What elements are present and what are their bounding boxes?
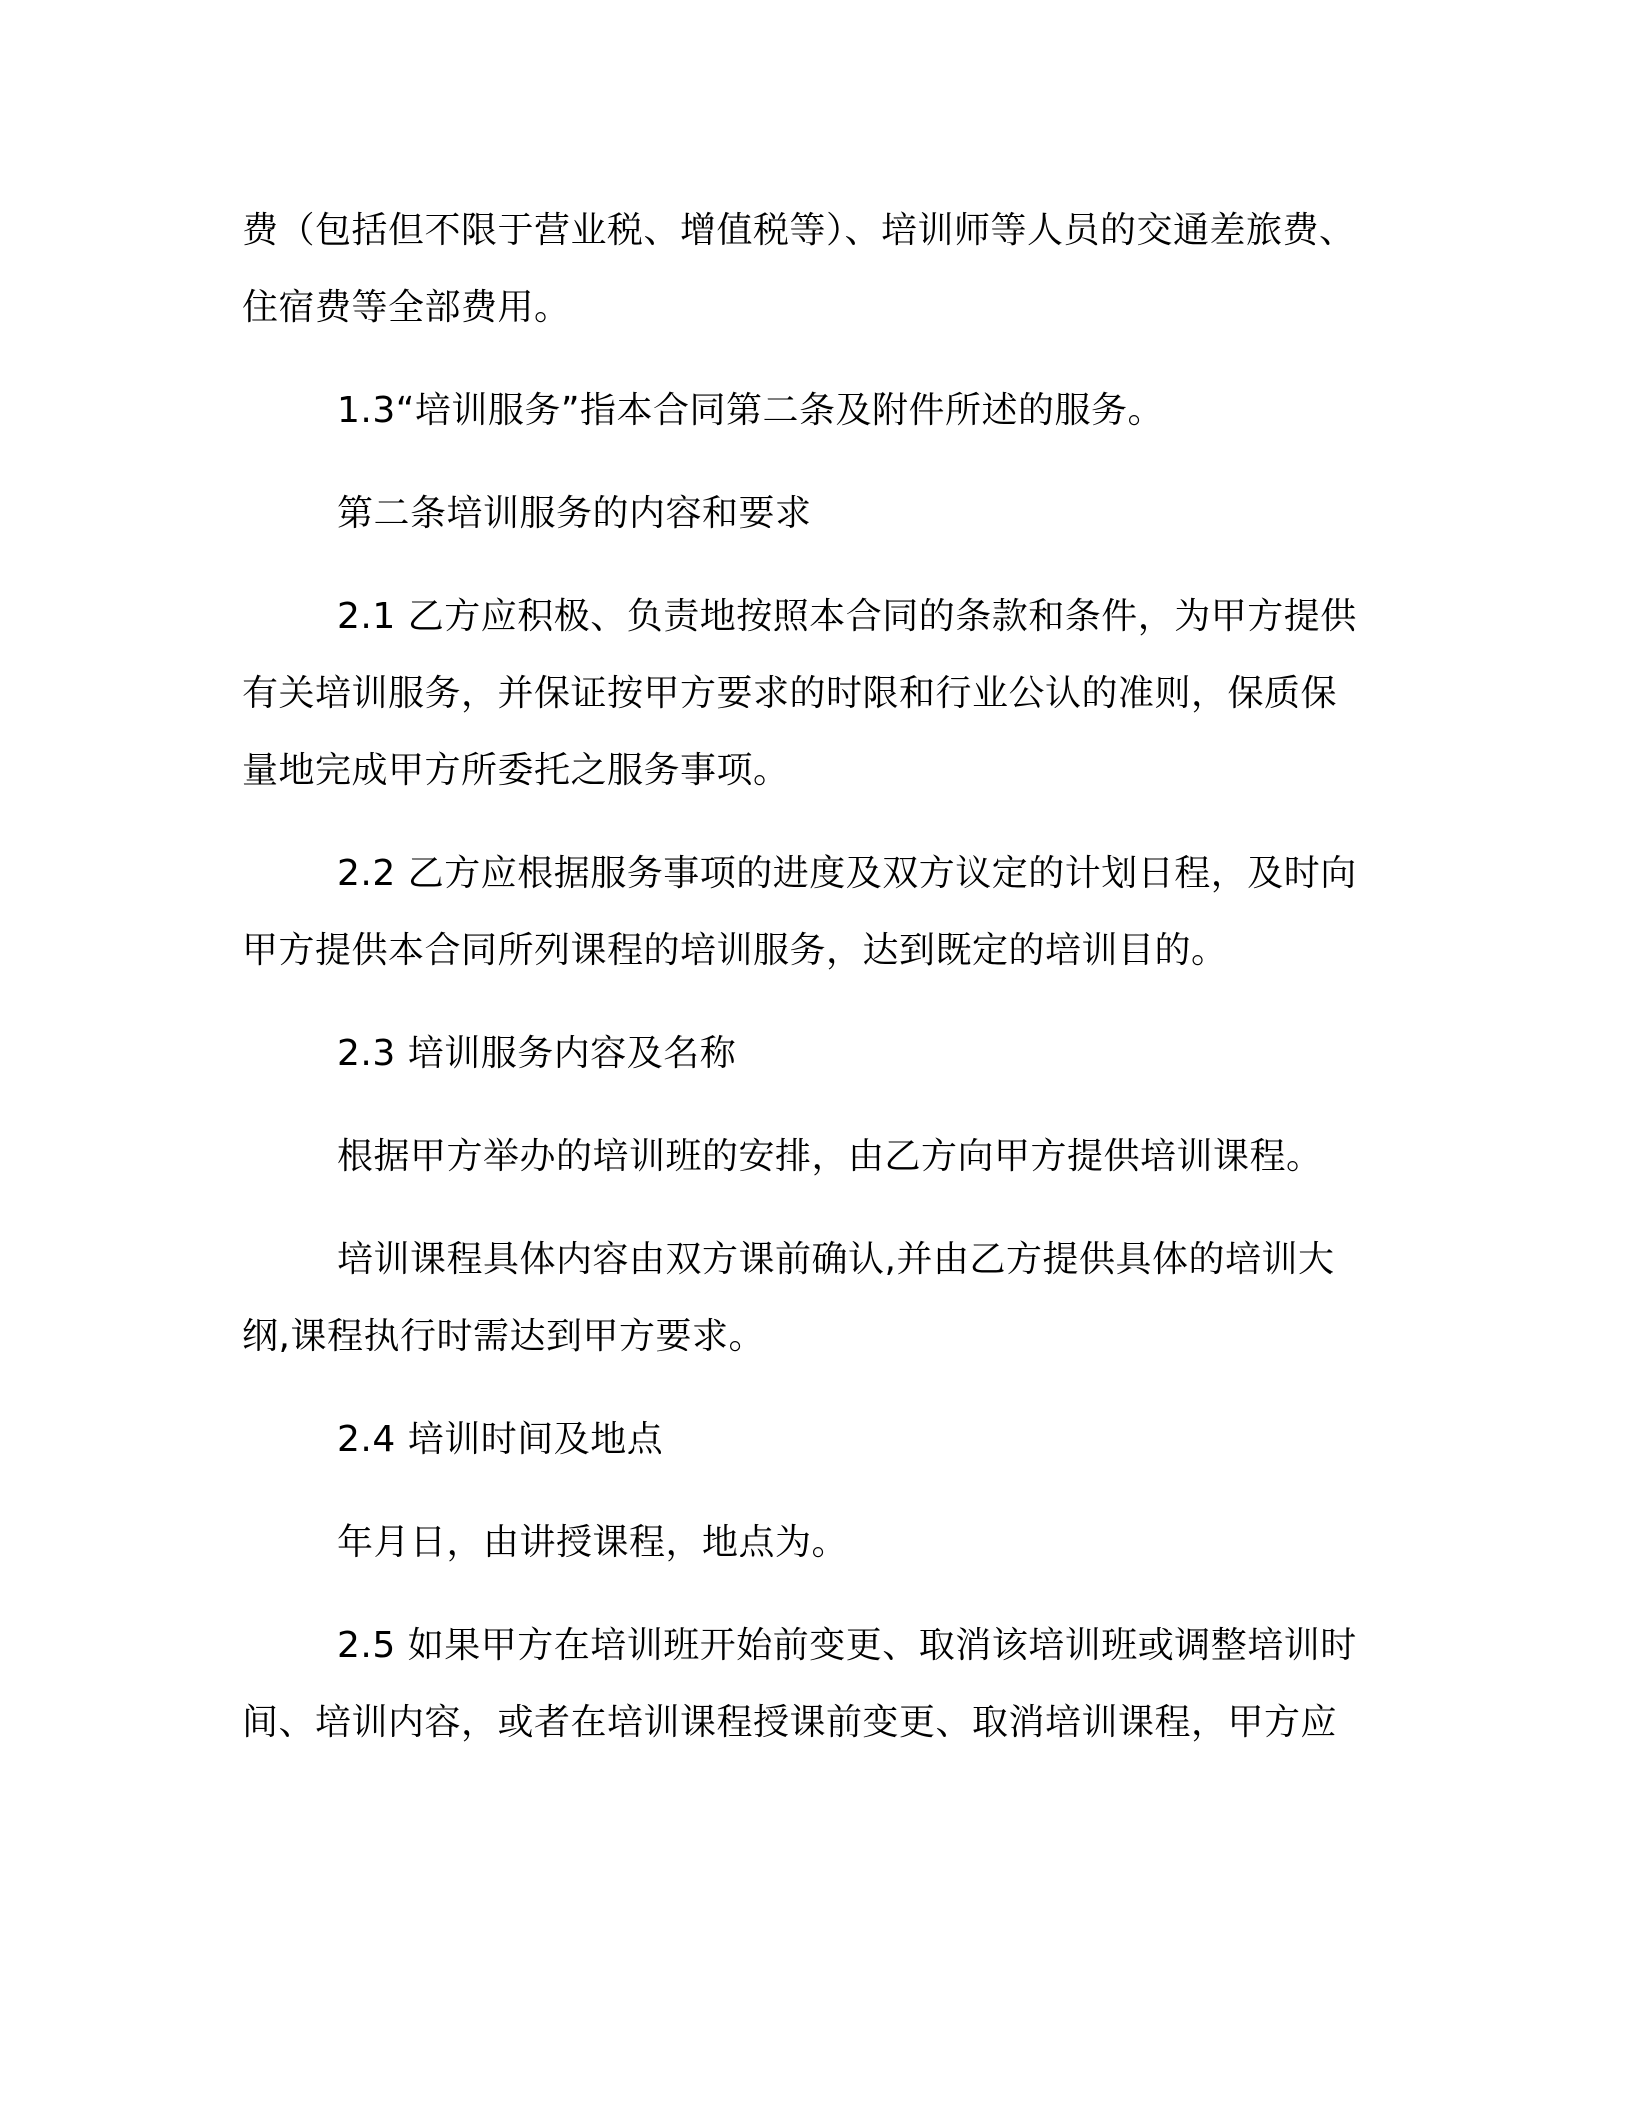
paragraph-clause-2-3: [242, 1015, 1392, 1092]
paragraph-course-arrangement: [242, 1118, 1392, 1195]
text-line: 2.1 乙方应积极、负责地按照本合同的条款和条件，为甲方提供: [337, 596, 1357, 637]
text-line: 2.4 培训时间及地点: [337, 1419, 664, 1460]
text-line: 根据甲方举办的培训班的安排，由乙方向甲方提供培训课程。: [337, 1136, 1323, 1177]
paragraph-gap: [242, 1092, 1392, 1118]
paragraph-gap: [242, 1375, 1392, 1401]
paragraph-gap: [242, 449, 1392, 475]
paragraph-gap: [242, 1195, 1392, 1221]
text-line: 第二条培训服务的内容和要求: [337, 493, 812, 534]
text-line: 量地完成甲方所委托之服务事项。: [242, 750, 790, 791]
text-line: 1.3“培训服务”指本合同第二条及附件所述的服务。: [337, 390, 1165, 431]
text-line: 2.5 如果甲方在培训班开始前变更、取消该培训班或调整培训时: [337, 1625, 1357, 1666]
paragraph-gap: [242, 809, 1392, 835]
paragraph-gap: [242, 989, 1392, 1015]
text-line: 住宿费等全部费用。: [242, 287, 571, 328]
paragraph-clause-2-2: [242, 835, 1392, 989]
text-line: 间、培训内容，或者在培训课程授课前变更、取消培训课程，甲方应: [242, 1702, 1338, 1743]
text-line: 2.2 乙方应根据服务事项的进度及双方议定的计划日程，及时向: [337, 853, 1357, 894]
text-line: 有关培训服务，并保证按甲方要求的时限和行业公认的准则，保质保: [242, 673, 1338, 714]
document-body: [242, 192, 1392, 1761]
paragraph-gap: [242, 1478, 1392, 1504]
paragraph-gap: [242, 346, 1392, 372]
paragraph-fee-continuation: [242, 192, 1392, 346]
text-line: 年月日，由讲授课程，地点为。: [337, 1522, 849, 1563]
paragraph-date-location: [242, 1504, 1392, 1581]
paragraph-clause-2-4: [242, 1401, 1392, 1478]
text-line: 纲,课程执行时需达到甲方要求。: [242, 1316, 765, 1357]
paragraph-gap: [242, 1581, 1392, 1607]
paragraph-clause-2-1: [242, 578, 1392, 809]
section-heading-article-2: [242, 475, 1392, 552]
text-line: 2.3 培训服务内容及名称: [337, 1033, 737, 1074]
paragraph-gap: [242, 552, 1392, 578]
text-line: 培训课程具体内容由双方课前确认,并由乙方提供具体的培训大: [337, 1239, 1335, 1280]
text-line: 费（包括但不限于营业税、增值税等）、培训师等人员的交通差旅费、: [242, 210, 1356, 251]
text-line: 甲方提供本合同所列课程的培训服务，达到既定的培训目的。: [242, 930, 1228, 971]
paragraph-course-content: [242, 1221, 1392, 1375]
paragraph-clause-2-5: [242, 1607, 1392, 1761]
paragraph-clause-1-3: [242, 372, 1392, 449]
